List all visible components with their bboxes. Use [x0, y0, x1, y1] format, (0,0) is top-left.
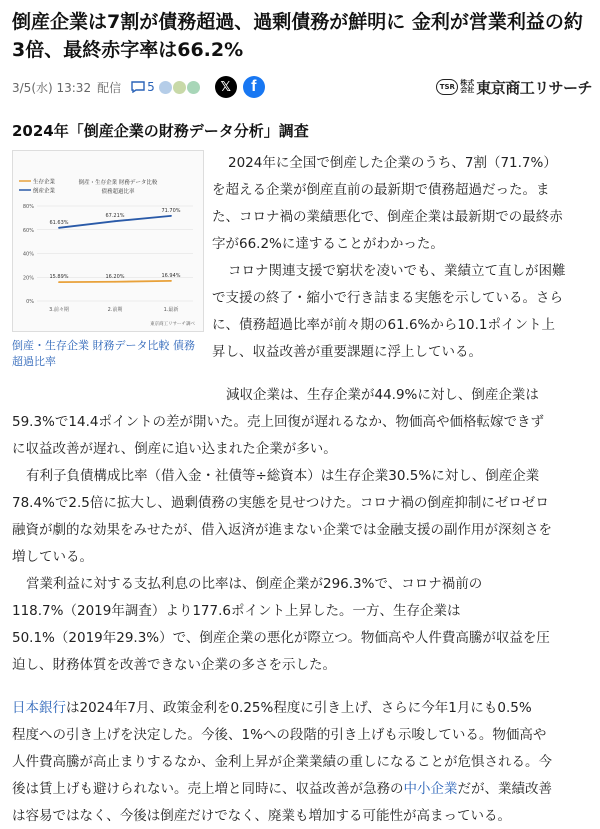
paragraph-3-line: 減収企業は、生存企業が44.9%に対し、倒産企業は	[226, 387, 539, 403]
chart-data-point	[114, 281, 116, 283]
paragraph-4-line: 増している。	[12, 549, 93, 565]
chart-image[interactable]	[12, 150, 204, 332]
chart-title: 倒産・生存企業 財務データ比較	[78, 180, 158, 186]
chart-svg	[13, 151, 203, 331]
paragraph-2-line: に、債務超過比率が前々期の61.6%から10.1ポイント上	[212, 317, 555, 333]
share-facebook-button[interactable]	[243, 76, 265, 98]
chart-data-point	[170, 215, 172, 217]
chart-data-point	[114, 220, 116, 222]
figure-caption[interactable]	[12, 338, 204, 370]
chart-data-label: 61.63%	[49, 219, 69, 226]
paragraph-2-line: コロナ関連支援で窮状を凌いでも、業績立て直しが困難	[228, 263, 566, 279]
chart-x-tick-label: 3.前々期	[49, 307, 69, 313]
chart-y-tick-label: 60%	[22, 227, 34, 234]
paragraph-6-text: は2024年7月、政策金利を0.25%程度に引き上げ、さらに今年1月にも0.5%	[66, 700, 532, 716]
facebook-logo-icon: f	[251, 78, 257, 95]
chart-data-label: 16.20%	[105, 273, 125, 280]
reaction-face-icon	[187, 81, 200, 94]
article-title-line-1: 倒産企業は7割が債務超過、過剰債務が鮮明に 金利が営業利益の約	[12, 11, 583, 33]
comments-button[interactable]	[131, 80, 155, 94]
chart-data-point	[58, 227, 60, 229]
comment-count: 5	[147, 80, 155, 94]
chart-source-note: 東京商工リサーチ調べ	[150, 322, 195, 327]
paragraph-5-line: 営業利益に対する支払利息の比率は、倒産企業が296.3%で、コロナ禍前の	[26, 576, 483, 592]
link-bank-of-japan[interactable]: 日本銀行	[12, 700, 66, 716]
paragraph-3-line: 59.3%で14.4ポイントの差が開いた。売上回復が遅れるなか、物価高や価格転嫁できず	[12, 414, 544, 430]
comment-icon	[131, 81, 145, 93]
paragraph-6-line: 程度への引き上げを決定した。今後、1%への段階的引き上げも示唆している。物価高や	[12, 727, 547, 743]
x-logo-icon: 𝕏	[220, 79, 231, 95]
chart-legend-label: 生存企業	[33, 179, 56, 186]
chart-data-label: 67.21%	[105, 213, 125, 220]
chart-data-label: 71.70%	[161, 207, 181, 214]
source-name: 東京商工リサーチ	[476, 78, 592, 97]
publish-date: 3/5(水) 13:32	[12, 80, 92, 95]
reaction-face-icon	[159, 81, 172, 94]
chart-data-label: 16.94%	[161, 272, 181, 279]
paragraph-6-text: 後は賃上げも避けられない。売上増と同時に、収益改善が急務の	[12, 781, 404, 797]
company-type-mark: 株式 会社	[460, 79, 475, 94]
paragraph-1-line: 2024年に全国で倒産した企業のうち、7割（71.7%）	[228, 155, 557, 171]
reaction-faces[interactable]	[159, 81, 201, 94]
link-sme[interactable]: 中小企業	[403, 781, 458, 797]
paragraph-6-line: 人件費高騰が高止まりするなか、金利上昇が企業業績の重しになることが危惧される。今	[12, 754, 552, 770]
publish-label: 配信	[97, 80, 122, 95]
paragraph-6-line	[12, 778, 552, 800]
figure-caption-line-2: 超過比率	[12, 355, 56, 368]
article-title-line-2: 3倍、最終赤字率は66.2%	[12, 39, 244, 61]
paragraph-6-line: は容易ではなく、今後は倒産だけでなく、廃業も増加する可能性が高まっている。	[12, 808, 511, 824]
paragraph-5-line: 118.7%（2019年調査）より177.6ポイント上昇した。一方、生存企業は	[12, 603, 461, 619]
paragraph-4-line: 78.4%で2.5倍に拡大し、過剰債務の実態を見せつけた。コロナ禍の倒産抑制にゼロゼロ	[12, 495, 549, 511]
paragraph-1-line: を超える企業が倒産直前の最新期で債務超過だった。ま	[212, 182, 550, 198]
chart-x-tick-label: 1.最新	[163, 307, 179, 313]
article-meta	[12, 76, 592, 98]
chart-legend-label: 倒産企業	[33, 188, 56, 195]
chart-y-tick-label: 80%	[22, 204, 34, 210]
tsr-logo-icon: TSR	[436, 79, 458, 95]
source-logo[interactable]	[436, 77, 592, 98]
chart-y-tick-label: 20%	[22, 275, 34, 282]
paragraph-6-text: だが、業績改善	[457, 781, 552, 797]
chart-y-tick-label: 40%	[22, 251, 34, 258]
chart-y-tick-label: 0%	[26, 299, 34, 305]
reaction-face-icon	[173, 81, 186, 94]
chart-x-tick-label: 2.前期	[107, 307, 123, 313]
paragraph-2-line: 昇し、収益改善が重要課題に浮上している。	[212, 344, 482, 360]
paragraph-4-line: 有利子負債構成比率（借入金・社債等÷総資本）は生存企業30.5%に対し、倒産企業	[26, 468, 540, 484]
chart-data-point	[58, 281, 60, 283]
chart-subtitle: 債務超過比率	[101, 189, 135, 195]
figure-caption-line-1: 倒産・生存企業 財務データ比較 債務	[12, 339, 195, 352]
paragraph-6-line	[12, 697, 532, 719]
paragraph-5-line: 50.1%（2019年29.3%）で、倒産企業の悪化が際立つ。物価高や人件費高騰が収益を圧	[12, 630, 550, 646]
article-title	[12, 8, 592, 64]
paragraph-1-line: た、コロナ禍の業績悪化で、倒産企業は最新期での最終赤	[212, 209, 563, 225]
paragraph-3-line: に収益改善が遅れ、倒産に追い込まれた企業が多い。	[12, 441, 337, 457]
paragraph-2-line: で支援の終了・縮小で行き詰まる実態を示している。さら	[212, 290, 563, 306]
paragraph-4-line: 融資が劇的な効果をみせたが、借入返済が進まない企業では金融支援の副作用が深刻さを	[12, 522, 552, 538]
chart-data-point	[170, 280, 172, 282]
paragraph-1-line: 字が66.2%に達することがわかった。	[212, 236, 444, 252]
article-figure[interactable]	[12, 150, 204, 370]
share-x-button[interactable]	[215, 76, 237, 98]
paragraph-5-line: 迫し、財務体質を改善できない企業の多さを示した。	[12, 657, 336, 673]
section-title: 2024年「倒産企業の財務データ分析」調査	[12, 122, 309, 140]
chart-data-label: 15.89%	[49, 274, 69, 281]
